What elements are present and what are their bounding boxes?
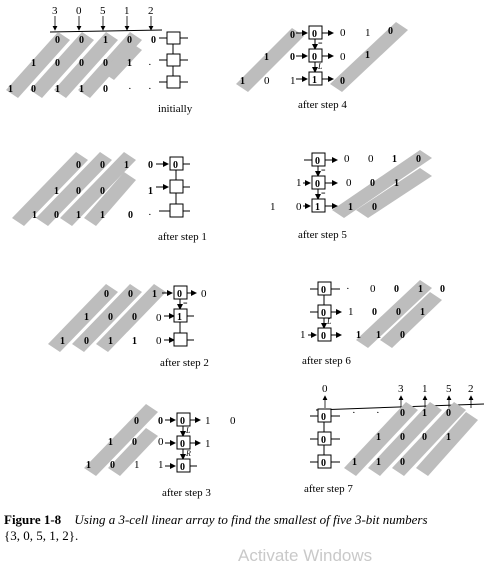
svg-text:0: 0 <box>31 84 36 95</box>
svg-text:0: 0 <box>55 35 60 46</box>
svg-text:0: 0 <box>132 312 137 323</box>
panel-step-2 <box>48 284 209 369</box>
svg-text:0: 0 <box>400 330 405 341</box>
top-number: 1 <box>124 5 130 17</box>
svg-text:0: 0 <box>180 439 185 450</box>
svg-text:·: · <box>148 59 152 71</box>
svg-text:1: 1 <box>124 160 129 171</box>
svg-text:·: · <box>148 209 152 221</box>
top-number: 5 <box>100 5 106 17</box>
svg-text:1: 1 <box>290 75 296 87</box>
svg-text:L: L <box>327 317 332 326</box>
svg-text:1: 1 <box>376 457 381 468</box>
svg-text:·: · <box>346 283 350 295</box>
svg-text:0: 0 <box>290 30 295 41</box>
svg-text:0: 0 <box>201 288 207 300</box>
svg-text:0: 0 <box>321 308 326 319</box>
svg-text:0: 0 <box>180 416 185 427</box>
svg-text:0: 0 <box>396 307 401 318</box>
svg-text:1: 1 <box>103 35 108 46</box>
svg-text:1: 1 <box>264 52 269 63</box>
svg-text:0: 0 <box>296 201 302 213</box>
result-number: 0 <box>322 383 328 395</box>
svg-text:1: 1 <box>446 432 451 443</box>
svg-text:0: 0 <box>148 160 153 171</box>
svg-text:0: 0 <box>446 408 451 419</box>
svg-text:0: 0 <box>264 75 270 87</box>
svg-text:1: 1 <box>152 289 157 300</box>
caption-label: Figure 1-8 <box>4 512 62 527</box>
svg-text:0: 0 <box>372 202 377 213</box>
svg-text:0: 0 <box>54 210 59 221</box>
svg-text:0: 0 <box>128 210 133 221</box>
svg-text:1: 1 <box>365 50 370 61</box>
svg-text:0: 0 <box>315 179 320 190</box>
svg-text:1: 1 <box>134 459 140 471</box>
svg-text:1: 1 <box>32 210 37 221</box>
svg-text:1: 1 <box>177 312 182 323</box>
panel-step-7 <box>304 383 484 495</box>
svg-text:0: 0 <box>103 84 108 95</box>
svg-text:0: 0 <box>315 156 320 167</box>
svg-text:1: 1 <box>108 336 113 347</box>
svg-text:1: 1 <box>356 330 361 341</box>
svg-text:0: 0 <box>400 457 405 468</box>
svg-text:0: 0 <box>104 289 109 300</box>
svg-text:1: 1 <box>348 306 354 318</box>
top-number: 0 <box>76 5 82 17</box>
svg-text:0: 0 <box>344 153 350 165</box>
input-numbers <box>50 5 162 32</box>
svg-text:1: 1 <box>127 58 132 69</box>
svg-text:1: 1 <box>240 76 245 87</box>
panel-step-3 <box>84 404 236 499</box>
svg-text:0: 0 <box>128 289 133 300</box>
svg-text:0: 0 <box>156 312 162 324</box>
result-number: 2 <box>468 383 474 395</box>
svg-text:0: 0 <box>100 160 105 171</box>
svg-text:0: 0 <box>180 462 185 473</box>
svg-text:0: 0 <box>156 335 162 347</box>
caption-text: Using a 3-cell linear array to find the smallest of five 3-bit numbers <box>74 512 428 527</box>
svg-text:1: 1 <box>158 459 164 471</box>
svg-text:1: 1 <box>205 415 211 427</box>
svg-text:0: 0 <box>388 26 393 37</box>
svg-text:1: 1 <box>100 210 105 221</box>
svg-text:L: L <box>186 426 191 435</box>
svg-text:1: 1 <box>312 75 317 86</box>
figure-caption <box>4 512 492 544</box>
svg-text:1: 1 <box>315 202 320 213</box>
panel-label: initially <box>158 103 193 115</box>
cell <box>167 54 180 66</box>
svg-text:0: 0 <box>290 52 295 63</box>
top-number: 2 <box>148 5 154 17</box>
svg-text:1: 1 <box>296 177 302 189</box>
svg-text:0: 0 <box>151 35 156 46</box>
panel-step-1 <box>12 152 207 243</box>
svg-text:1: 1 <box>8 84 13 95</box>
panel-label: after step 5 <box>298 229 347 241</box>
svg-text:1: 1 <box>348 202 353 213</box>
svg-text:1: 1 <box>84 312 89 323</box>
svg-text:0: 0 <box>416 154 421 165</box>
svg-text:0: 0 <box>340 27 346 39</box>
svg-text:L: L <box>318 62 323 71</box>
panel-step-4 <box>236 22 408 111</box>
svg-text:1: 1 <box>132 336 137 347</box>
panel-label: after step 7 <box>304 483 353 495</box>
svg-text:1: 1 <box>31 58 36 69</box>
svg-text:0: 0 <box>340 51 346 63</box>
svg-text:0: 0 <box>158 416 163 427</box>
svg-text:0: 0 <box>158 436 164 448</box>
panel-label: after step 1 <box>158 231 207 243</box>
svg-text:0: 0 <box>368 153 374 165</box>
svg-text:0: 0 <box>400 408 405 419</box>
svg-text:0: 0 <box>108 312 113 323</box>
panel-label: after step 2 <box>160 357 209 369</box>
svg-text:·: · <box>376 407 380 419</box>
svg-text:=: = <box>183 299 188 308</box>
svg-text:1: 1 <box>79 84 84 95</box>
svg-text:·: · <box>128 83 132 95</box>
svg-text:0: 0 <box>177 289 182 300</box>
panel-initially <box>6 5 193 115</box>
activate-windows-watermark: Activate Windows <box>238 546 373 565</box>
svg-text:0: 0 <box>84 336 89 347</box>
panel-label: after step 6 <box>302 355 351 367</box>
svg-text:=: = <box>321 189 326 198</box>
svg-text:·: · <box>148 83 152 95</box>
svg-text:1: 1 <box>86 460 91 471</box>
svg-text:1: 1 <box>420 307 425 318</box>
svg-text:0: 0 <box>55 58 60 69</box>
svg-text:0: 0 <box>103 58 108 69</box>
svg-text:1: 1 <box>422 408 427 419</box>
svg-text:R: R <box>186 449 191 458</box>
svg-text:1: 1 <box>376 432 381 443</box>
svg-text:0: 0 <box>370 178 375 189</box>
svg-text:0: 0 <box>321 412 326 423</box>
svg-text:0: 0 <box>346 177 352 189</box>
svg-text:1: 1 <box>270 201 276 213</box>
svg-text:1: 1 <box>418 284 423 295</box>
svg-text:1: 1 <box>365 27 371 39</box>
svg-text:0: 0 <box>100 186 105 197</box>
svg-text:0: 0 <box>230 415 236 427</box>
svg-text:0: 0 <box>422 432 427 443</box>
svg-text:·: · <box>352 407 356 419</box>
svg-text:1: 1 <box>352 457 357 468</box>
svg-text:0: 0 <box>132 437 137 448</box>
svg-text:0: 0 <box>312 52 317 63</box>
svg-text:0: 0 <box>321 285 326 296</box>
svg-text:0: 0 <box>110 460 115 471</box>
svg-text:0: 0 <box>79 58 84 69</box>
svg-text:1: 1 <box>205 438 211 450</box>
svg-text:1: 1 <box>76 210 81 221</box>
cell <box>167 32 180 44</box>
svg-text:1: 1 <box>394 178 399 189</box>
svg-text:=: = <box>318 39 323 48</box>
svg-text:1: 1 <box>60 336 65 347</box>
svg-text:0: 0 <box>370 283 376 295</box>
svg-text:0: 0 <box>79 35 84 46</box>
top-number: 3 <box>52 5 58 17</box>
svg-text:1: 1 <box>300 329 306 341</box>
result-number: 1 <box>422 383 428 395</box>
svg-text:0: 0 <box>440 284 445 295</box>
result-number: 3 <box>398 383 404 395</box>
result-number: 5 <box>446 383 452 395</box>
svg-text:0: 0 <box>321 435 326 446</box>
svg-text:0: 0 <box>321 458 326 469</box>
caption-set: {3, 0, 5, 1, 2}. <box>4 528 79 543</box>
svg-text:0: 0 <box>372 307 377 318</box>
svg-text:0: 0 <box>321 331 326 342</box>
svg-text:1: 1 <box>392 154 397 165</box>
panel-label: after step 4 <box>298 99 347 111</box>
panel-step-6 <box>300 280 445 367</box>
svg-text:1: 1 <box>54 186 59 197</box>
svg-text:0: 0 <box>173 160 178 171</box>
svg-text:=: = <box>321 166 326 175</box>
svg-text:0: 0 <box>312 29 317 40</box>
svg-text:0: 0 <box>76 186 81 197</box>
svg-text:0: 0 <box>76 160 81 171</box>
panel-label: after step 3 <box>162 487 211 499</box>
panel-step-5 <box>270 150 432 241</box>
svg-text:1: 1 <box>108 437 113 448</box>
cell <box>167 76 180 88</box>
svg-text:0: 0 <box>127 35 132 46</box>
svg-text:0: 0 <box>394 284 399 295</box>
svg-text:1: 1 <box>148 186 153 197</box>
svg-text:1: 1 <box>55 84 60 95</box>
svg-text:1: 1 <box>376 330 381 341</box>
svg-text:0: 0 <box>340 76 345 87</box>
svg-text:0: 0 <box>134 416 139 427</box>
svg-text:0: 0 <box>400 432 405 443</box>
